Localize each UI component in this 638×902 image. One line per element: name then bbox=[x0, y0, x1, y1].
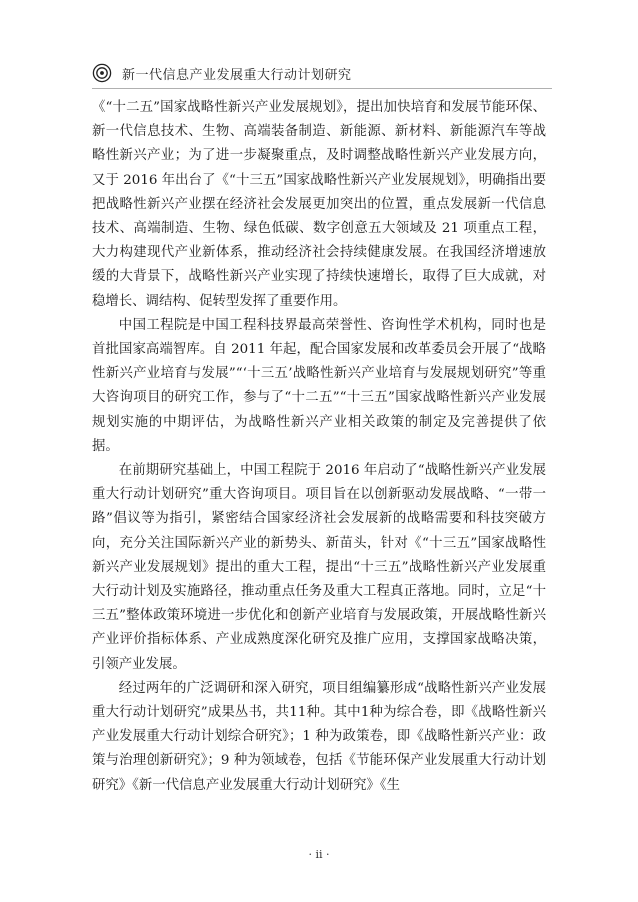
header-divider bbox=[92, 88, 552, 89]
page-number: · ii · bbox=[308, 848, 330, 861]
body-text bbox=[92, 96, 546, 798]
running-header bbox=[92, 62, 552, 84]
paragraph-1: 《“十二五”国家战略性新兴产业发展规划》，提出加快培育和发展节能环保、新一代信息技术、生物、高端装备制造、新能源、新材料、新能源汽车等战略性新兴产业；为了进一步凝聚重点，及时调整战略性新兴产业发展方向，又于 2016 年出台了《“十三五”国家战略性新兴产业发展规划》，明确指出要把战略性新兴产业摆在经济社会发展更加突出的位置，重点发展新一代信息技术、高端制造、生物、绿色低碳、数字创意五大领域及 21 项重点工程，大力构建现代产业新体系，推动经济社会持续健康发展。在我国经济增速放缓的大背景下，战略性新兴产业实现了持续快速增长，取得了巨大成就，对稳增长、调结构、促转型发挥了重要作用。 bbox=[92, 100, 546, 309]
paragraph-4: 经过两年的广泛调研和深入研究，项目组编纂形成“战略性新兴产业发展重大行动计划研究”成果丛书，共11种。其中1种为综合卷，即《战略性新兴产业发展重大行动计划综合研究》；1 种为政策卷，即《战略性新兴产业：政策与治理创新研究》；9 种为领域卷，包括《节能环保产业发展重大行动计划研究》《新一代信息产业发展重大行动计划研究》《生 bbox=[92, 680, 546, 793]
paragraph-2: 中国工程院是中国工程科技界最高荣誉性、咨询性学术机构，同时也是首批国家高端智库。自 2011 年起，配合国家发展和改革委员会开展了“战略性新兴产业培育与发展”“‘十三五’战略性新兴产业培育与发展规划研究”等重大咨询项目的研究工作，参与了“十二五”“十三五”国家战略性新兴产业发展规划实施的中期评估，为战略性新兴产业相关政策的制定及完善提供了依据。 bbox=[92, 317, 546, 454]
target-icon bbox=[92, 63, 112, 83]
book-title: 新一代信息产业发展重大行动计划研究 bbox=[122, 67, 352, 83]
paragraph-3: 在前期研究基础上，中国工程院于 2016 年启动了“战略性新兴产业发展重大行动计划研究”重大咨询项目。项目旨在以创新驱动发展战略、“一带一路”倡议等为指引，紧密结合国家经济社会发展新的战略需要和科技突破方向，充分关注国际新兴产业的新势头、新苗头，针对《“十三五”国家战略性新兴产业发展规划》提出的重大工程，提出“十三五”战略性新兴产业发展重大行动计划及实施路径，推动重点任务及重大工程真正落地。同时，立足“十三五”整体政策环境进一步优化和创新产业培育与发展政策，开展战略性新兴产业评价指标体系、产业成熟度深化研究及推广应用，支撑国家战略决策，引领产业发展。 bbox=[92, 463, 546, 672]
